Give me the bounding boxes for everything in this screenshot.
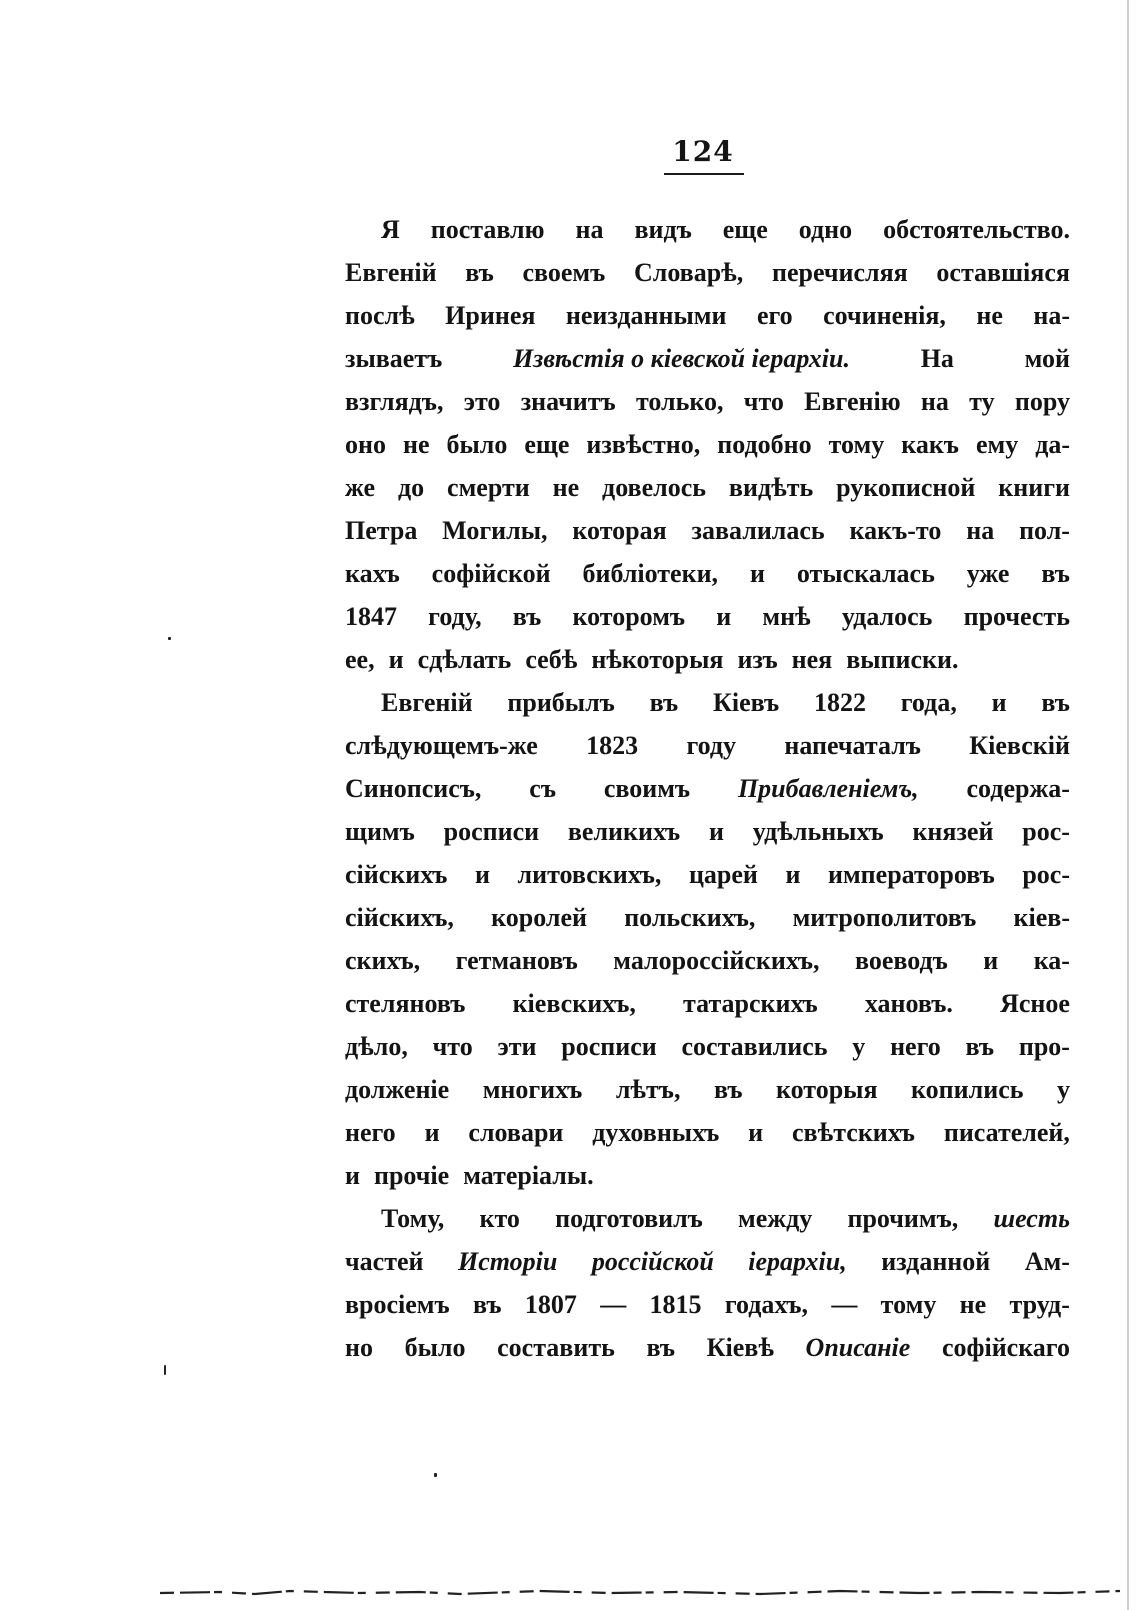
word: и xyxy=(749,559,765,588)
word: нея xyxy=(791,645,833,674)
word: изъ xyxy=(737,645,778,674)
word: труд- xyxy=(1009,1290,1070,1319)
word: сдѣлать xyxy=(417,645,512,674)
word: писателей, xyxy=(943,1118,1070,1147)
word: въ xyxy=(1041,688,1070,717)
word: въ xyxy=(512,602,542,631)
word: 1822 xyxy=(813,688,866,717)
word: это xyxy=(463,387,501,416)
word: щимъ xyxy=(345,817,415,846)
word: удѣльныхъ xyxy=(752,817,884,846)
word: ка- xyxy=(1033,946,1070,975)
text-line xyxy=(345,559,1070,602)
word: императоровъ xyxy=(827,860,995,889)
word: рос- xyxy=(1022,817,1070,846)
word: было xyxy=(404,1333,466,1362)
word: Кіевъ xyxy=(713,688,780,717)
text-line xyxy=(345,1247,1070,1290)
word: прочесть xyxy=(963,602,1070,631)
word: Прибавленіемъ, xyxy=(737,774,919,803)
word: же xyxy=(345,473,376,502)
word: На xyxy=(920,344,954,373)
word: рукописной xyxy=(836,473,976,502)
word: Словарѣ, xyxy=(633,258,744,287)
word: на xyxy=(920,387,949,416)
word: королей xyxy=(491,903,587,932)
word: Извѣстія о кіевской іерархіи. xyxy=(512,344,850,373)
word: удалось xyxy=(841,602,933,631)
word: іерархіи, xyxy=(748,1247,847,1276)
word: своемъ xyxy=(522,258,606,287)
word: значитъ xyxy=(520,387,616,416)
word: съ xyxy=(529,774,556,803)
word: у xyxy=(1056,1075,1070,1104)
word: росписи xyxy=(443,817,540,846)
word: Петра xyxy=(345,516,418,545)
word: Описаніе xyxy=(805,1333,911,1362)
word: и xyxy=(345,1161,360,1190)
word: прочіе xyxy=(373,1161,450,1190)
word: и xyxy=(716,602,732,631)
word: книги xyxy=(998,473,1070,502)
word: и xyxy=(474,860,490,889)
word: рос- xyxy=(1022,860,1070,889)
word: прочимъ, xyxy=(847,1204,959,1233)
word: выписки. xyxy=(846,645,959,674)
word: слѣдующемъ-же xyxy=(345,731,538,760)
word: поставлю xyxy=(430,215,545,244)
word: на xyxy=(966,516,995,545)
word: скихъ, xyxy=(345,946,421,975)
text-line xyxy=(345,1290,1070,1333)
word: содержа- xyxy=(966,774,1070,803)
word: Кіевѣ xyxy=(706,1333,774,1362)
word: сійскихъ, xyxy=(345,903,454,932)
word: вросіемъ xyxy=(345,1290,450,1319)
word: году xyxy=(686,731,737,760)
word: изданной xyxy=(881,1247,991,1276)
scan-right-edge xyxy=(1127,0,1129,1610)
text-line xyxy=(345,516,1070,559)
word: годахъ, xyxy=(724,1290,809,1319)
word: пол- xyxy=(1019,516,1070,545)
scan-bottom-edge xyxy=(160,1588,1120,1596)
word: въ xyxy=(965,1032,995,1061)
word: и xyxy=(424,1118,440,1147)
word: своимъ xyxy=(603,774,691,803)
word: не xyxy=(959,1290,987,1319)
word: обстоятельство. xyxy=(883,215,1070,244)
word: и xyxy=(748,1118,764,1147)
word: польскихъ, xyxy=(624,903,756,932)
word: сійскихъ xyxy=(345,860,448,889)
text-line xyxy=(345,215,1070,258)
text-line xyxy=(345,903,1070,946)
word: что xyxy=(743,387,784,416)
word: 1847 xyxy=(345,602,397,631)
word: неизданными xyxy=(565,301,727,330)
text-line xyxy=(345,946,1070,989)
word: мой xyxy=(1024,344,1070,373)
word: многихъ xyxy=(482,1075,583,1104)
word: Евгеній xyxy=(345,258,437,287)
word: еще xyxy=(524,430,570,459)
body-text xyxy=(345,215,1070,1376)
word: пору xyxy=(1014,387,1070,416)
word: прибылъ xyxy=(507,688,615,717)
word: ему xyxy=(975,430,1019,459)
word: видъ xyxy=(634,215,692,244)
word: видѣть xyxy=(728,473,814,502)
word: которая xyxy=(572,516,667,545)
word: библіотеки, xyxy=(582,559,719,588)
text-line xyxy=(345,387,1070,430)
word: него xyxy=(890,1032,941,1061)
word: подобно xyxy=(717,430,812,459)
text-line xyxy=(345,1118,1070,1161)
word: на- xyxy=(1033,301,1070,330)
word: зываетъ xyxy=(345,344,443,373)
word: кіев- xyxy=(1013,903,1070,932)
word: въ xyxy=(713,1075,743,1104)
word: воеводъ xyxy=(855,946,948,975)
text-line xyxy=(345,860,1070,903)
text-line xyxy=(345,645,1070,688)
word: шесть xyxy=(993,1204,1070,1233)
word: не xyxy=(402,430,430,459)
word: долженіе xyxy=(345,1075,450,1104)
word: перечисляя xyxy=(771,258,908,287)
word: какъ xyxy=(901,430,959,459)
word: между xyxy=(738,1204,813,1233)
word: было xyxy=(446,430,508,459)
word: мнѣ xyxy=(762,602,811,631)
word: Евгеній xyxy=(381,688,473,717)
word: гетмановъ xyxy=(455,946,578,975)
text-line xyxy=(345,430,1070,473)
word: въ xyxy=(465,258,494,287)
word: что xyxy=(432,1032,473,1061)
word: году, xyxy=(428,602,482,631)
margin-speck xyxy=(434,1473,437,1477)
word: составились xyxy=(681,1032,828,1061)
word: частей xyxy=(345,1247,424,1276)
word: сочиненія, xyxy=(823,301,946,330)
word: въ xyxy=(473,1290,502,1319)
word: въ xyxy=(1041,559,1070,588)
word: россійской xyxy=(591,1247,714,1276)
word: матеріалы. xyxy=(463,1161,594,1190)
word: уже xyxy=(966,559,1010,588)
text-line xyxy=(345,1161,1070,1204)
word: но xyxy=(345,1333,373,1362)
word: довелось xyxy=(602,473,707,502)
word: Я xyxy=(381,215,400,244)
word: лѣтъ, xyxy=(615,1075,681,1104)
word: еще xyxy=(722,215,768,244)
word: кіевскихъ, xyxy=(512,989,636,1018)
word: про- xyxy=(1018,1032,1070,1061)
word: 1807 xyxy=(524,1290,577,1319)
word: и xyxy=(388,645,404,674)
text-line xyxy=(345,1204,1070,1247)
text-line xyxy=(345,1032,1070,1075)
word: только, xyxy=(635,387,724,416)
text-line xyxy=(345,774,1070,817)
word: князей xyxy=(912,817,994,846)
word: стеляновъ xyxy=(345,989,466,1018)
word: копились xyxy=(911,1075,1024,1104)
word: одно xyxy=(798,215,853,244)
word: завалилась xyxy=(691,516,825,545)
word: нѣкоторыя xyxy=(591,645,724,674)
text-line xyxy=(345,688,1070,731)
word: эти xyxy=(497,1032,537,1061)
text-line xyxy=(345,344,1070,387)
word: на xyxy=(575,215,604,244)
word: — xyxy=(600,1290,627,1319)
word: Евгенію xyxy=(804,387,901,416)
word: него xyxy=(345,1118,396,1147)
word: тому xyxy=(828,430,885,459)
word: Ясное xyxy=(1000,989,1070,1018)
word: Тому, xyxy=(381,1204,445,1233)
text-line xyxy=(345,258,1070,301)
word: отыскалась xyxy=(796,559,935,588)
word: духовныхъ xyxy=(592,1118,720,1147)
word: извѣстно, xyxy=(586,430,701,459)
word: свѣтскихъ xyxy=(792,1118,915,1147)
text-line xyxy=(345,1075,1070,1118)
word: Кіевскій xyxy=(969,731,1070,760)
word: составить xyxy=(497,1333,615,1362)
word: до xyxy=(397,473,425,502)
page-number-rule xyxy=(664,173,744,175)
page-number: 124 xyxy=(672,135,734,168)
word: смерти xyxy=(447,473,530,502)
word: великихъ xyxy=(567,817,681,846)
word: Синопсисъ, xyxy=(345,774,482,803)
word: и xyxy=(708,817,724,846)
word: не xyxy=(552,473,580,502)
text-line xyxy=(345,817,1070,860)
word: софійскаго xyxy=(941,1333,1070,1362)
word: Ам- xyxy=(1024,1247,1070,1276)
word: митрополитовъ xyxy=(792,903,977,932)
word: года, xyxy=(900,688,957,717)
text-line xyxy=(345,989,1070,1032)
word: 1823 xyxy=(586,731,639,760)
word: оно xyxy=(345,430,386,459)
text-line xyxy=(345,473,1070,516)
margin-speck xyxy=(168,637,171,640)
word: кахъ xyxy=(345,559,400,588)
word: ее, xyxy=(345,645,375,674)
word: царей xyxy=(688,860,758,889)
word: хановъ. xyxy=(864,989,953,1018)
margin-speck xyxy=(164,1365,166,1375)
word: которомъ xyxy=(572,602,686,631)
word: Могилы, xyxy=(442,516,548,545)
word: и xyxy=(785,860,801,889)
word: софійской xyxy=(431,559,551,588)
word: росписи xyxy=(561,1032,657,1061)
word: въ xyxy=(646,1333,676,1362)
word: напечаталъ xyxy=(784,731,921,760)
word: кто xyxy=(479,1204,520,1233)
word: дѣло, xyxy=(345,1032,408,1061)
word: у xyxy=(852,1032,866,1061)
word: и xyxy=(991,688,1007,717)
word: себѣ xyxy=(525,645,578,674)
word: литовскихъ, xyxy=(517,860,662,889)
word: — xyxy=(831,1290,858,1319)
word: его xyxy=(756,301,793,330)
word: да- xyxy=(1035,430,1070,459)
word: словари xyxy=(468,1118,564,1147)
word: въ xyxy=(649,688,679,717)
word: и xyxy=(983,946,999,975)
text-line xyxy=(345,731,1070,774)
word: оставшіяся xyxy=(936,258,1070,287)
text-line xyxy=(345,301,1070,344)
word: Иринея xyxy=(445,301,536,330)
word: послѣ xyxy=(345,301,415,330)
word: татарскихъ xyxy=(683,989,818,1018)
word: 1815 xyxy=(649,1290,702,1319)
word: которыя xyxy=(775,1075,878,1104)
word: взглядъ, xyxy=(345,387,444,416)
word: ту xyxy=(969,387,995,416)
word: подготовилъ xyxy=(555,1204,703,1233)
text-line xyxy=(345,1333,1070,1376)
text-line xyxy=(345,602,1070,645)
word: какъ-то xyxy=(849,516,942,545)
word: Исторіи xyxy=(458,1247,558,1276)
word: малороссійскихъ, xyxy=(613,946,820,975)
word: тому xyxy=(880,1290,937,1319)
word: не xyxy=(976,301,1003,330)
